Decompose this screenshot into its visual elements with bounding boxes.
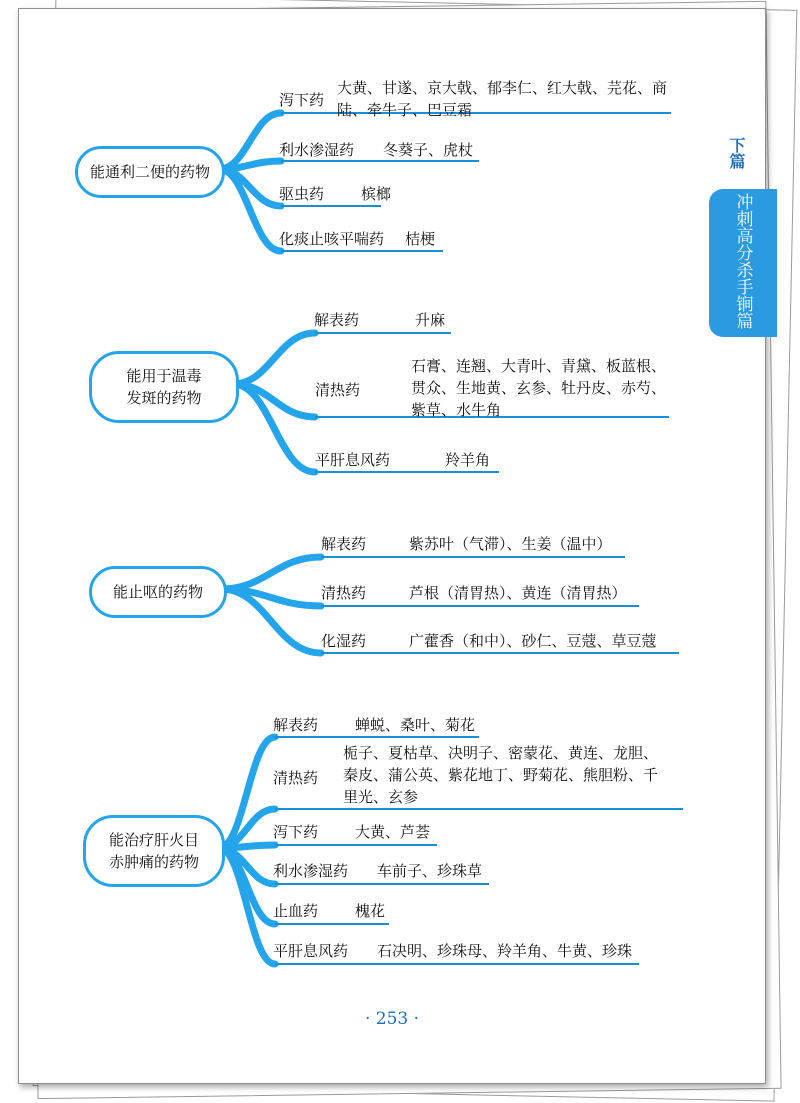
branch-label: 利水渗湿药 bbox=[273, 862, 349, 880]
center-node: 能用于温毒 发斑的药物 bbox=[89, 351, 239, 423]
branch-items: 贯众、生地黄、玄参、牡丹皮、赤芍、 bbox=[411, 379, 667, 397]
center-node: 能通利二便的药物 bbox=[75, 146, 225, 198]
branch-label: 清热药 bbox=[321, 584, 367, 602]
branch-items: 车前子、珍珠草 bbox=[377, 862, 483, 880]
branch-label: 平肝息风药 bbox=[315, 451, 391, 469]
book-page bbox=[18, 8, 766, 1084]
branch-label: 平肝息风药 bbox=[273, 942, 349, 960]
center-node: 能治疗肝火目 赤肿痛的药物 bbox=[83, 815, 225, 887]
branch-label: 清热药 bbox=[315, 381, 361, 399]
branch-items: 秦皮、蒲公英、紫花地丁、野菊花、熊胆粉、千 bbox=[343, 766, 659, 784]
branch-items: 栀子、夏枯草、决明子、密蒙花、黄连、龙胆、 bbox=[343, 744, 659, 762]
branch-items: 石膏、连翘、大青叶、青黛、板蓝根、 bbox=[411, 357, 667, 375]
branch-label: 化痰止咳平喘药 bbox=[279, 230, 385, 248]
branch-items: 紫苏叶（气滞）、生姜（温中） bbox=[409, 535, 612, 553]
branch-label: 止血药 bbox=[273, 902, 319, 920]
branch-items: 桔梗 bbox=[405, 230, 436, 248]
branch-label: 解表药 bbox=[321, 535, 367, 553]
branch-items: 羚羊角 bbox=[445, 451, 491, 469]
branch-items: 槟榔 bbox=[361, 185, 392, 203]
section-tab-title: 冲刺高分杀手锏篇 bbox=[732, 193, 753, 329]
branch-items: 紫草、水牛角 bbox=[411, 401, 502, 419]
branch-label: 清热药 bbox=[273, 769, 319, 787]
branch-connector bbox=[233, 333, 315, 384]
branch-label: 驱虫药 bbox=[279, 185, 325, 203]
branch-items: 里光、玄参 bbox=[343, 788, 419, 806]
branch-label: 利水渗湿药 bbox=[279, 141, 355, 159]
branch-label: 化湿药 bbox=[321, 632, 367, 650]
branch-label: 泻下药 bbox=[273, 823, 319, 841]
section-part-label: 下篇 bbox=[727, 137, 746, 169]
branch-connector bbox=[221, 557, 321, 589]
branch-items: 芦根（清胃热）、黄连（清胃热） bbox=[409, 584, 627, 602]
branch-items: 石决明、珍珠母、羚羊角、牛黄、珍珠 bbox=[377, 942, 633, 960]
branch-items: 大黄、甘遂、京大戟、郁李仁、红大戟、芫花、商 bbox=[337, 79, 668, 97]
branch-items: 大黄、芦荟 bbox=[355, 823, 431, 841]
branch-connector bbox=[219, 169, 281, 251]
branch-items: 升麻 bbox=[415, 311, 446, 329]
branch-items: 冬葵子、虎杖 bbox=[383, 141, 474, 159]
center-node: 能止呕的药物 bbox=[89, 566, 227, 618]
branch-items: 蝉蜕、桑叶、菊花 bbox=[355, 716, 476, 734]
branch-items: 陆、牵牛子、巴豆霜 bbox=[337, 101, 473, 119]
section-tab bbox=[709, 189, 777, 337]
branch-label: 解表药 bbox=[273, 716, 319, 734]
branch-label: 解表药 bbox=[314, 311, 360, 329]
branch-items: 广藿香（和中）、砂仁、豆蔻、草豆蔻 bbox=[409, 632, 657, 650]
branch-items: 槐花 bbox=[355, 902, 386, 920]
branch-label: 泻下药 bbox=[279, 91, 325, 109]
page-number: · 253 · bbox=[364, 1009, 420, 1029]
